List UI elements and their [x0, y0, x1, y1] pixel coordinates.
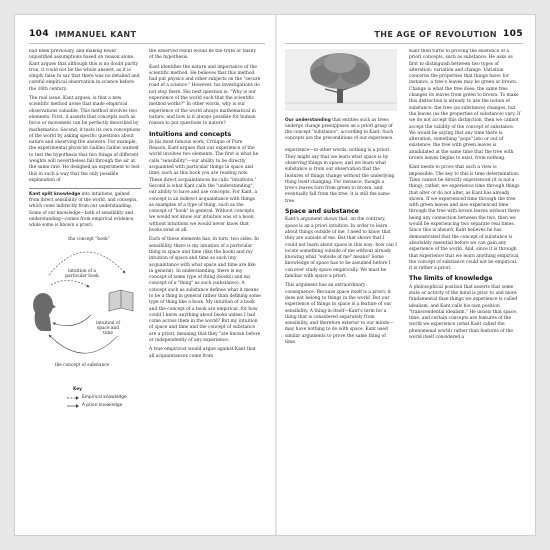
- tree-icon: [285, 49, 397, 111]
- arc-inner-bottom: [53, 315, 91, 326]
- right-running-head: [374, 27, 523, 41]
- label-intuition-book: intuition of a particular book: [63, 269, 101, 279]
- diagram-key: [29, 385, 141, 415]
- tree-caption-lead: Our understanding: [285, 118, 331, 123]
- book-spread: [14, 14, 536, 536]
- caption-text: into intuitions, gained from direct sensibility of the world, and concepts, which come indirectly from our understanding. Some of our knowledge—both of sensibility and understanding—comes from empirical evidence, while some is known a priori.: [29, 192, 138, 228]
- right-head-rule: [285, 43, 523, 44]
- right-page-number: 105: [503, 29, 523, 39]
- label-intuition-space: intuition of space and time: [91, 321, 125, 336]
- tree-illustration: [285, 49, 397, 111]
- key-empirical: [67, 395, 127, 401]
- section-heading: Intuitions and concepts: [149, 130, 232, 138]
- left-running-head: [29, 27, 136, 41]
- right-column-2: [409, 49, 521, 525]
- paragraph: This argument has an extraordinary consequence. Because space itself is a priori, it does not belong to things in the world. But our experience of things in space is a feature of our sensibility. A thing-in-itself—Kant's term for a thing that is considered separately from sensibility, and therefore exterior to our minds—may have nothing to do with space. Kant used similar arguments to prove the same thing of time.: [285, 283, 394, 345]
- key-apriori: [67, 403, 122, 409]
- section-heading: Space and substance: [285, 208, 359, 216]
- dashed-arrow-icon: [67, 396, 79, 400]
- paragraph: Each of these elements has, in turn, two sides. In sensibility, there is my intuition of a particular thing in space and time (like the book) and my intuition of space and time as such (my acquaintance with what space and time are like in general). In understanding, there is my concept of some type of thing (books) and my concept of a "thing" as such (substance). A concept such as substance defines what it means to be a thing in general rather than defining some type of thing like a book. My intuition of a book and the concept of a book are empirical, for how could I know anything about books unless I had come across them in the world? But my intuition of space and time and the concept of substance are a priori, meaning that they "are known before or independently of any experience.: [149, 237, 261, 344]
- left-column-1: [29, 49, 141, 525]
- label-concept-book: the concept "book": [65, 237, 113, 242]
- arc-inner: [51, 280, 89, 287]
- right-running-title: THE AGE OF REVOLUTION: [374, 29, 497, 39]
- right-page: [277, 15, 537, 535]
- knowledge-diagram: [29, 235, 141, 385]
- paragraph: Kant identifies the nature and importance of the scientific method. He believes that this method had put physics and other subjects on the "secure road of a science." However, his investigations do not stop there. His next question is: "Why is our experience of the world such that the scientific method works?" In other words, why is our experience of the world always mathematical in nature, and how is it always possible for human reason to put questions to nature?: [149, 64, 261, 127]
- paragraph: the observed result would be the truth or falsity of the hypothesis.: [149, 49, 257, 61]
- paragraph: Kant then turns to proving the existence of a priori concepts, such as substance. He asks us first to distinguish between two types of alteration: variation and change. Variation concerns the properties that things have: for instance, a tree's leaves may be green or brown. Change is what the tree does: the same tree changes its leaves from green to brown. To make this distinction is already to use the notion of substance: the tree (as substance) changes, but the leaves (as the properties of substance) vary. If we do not accept this distinction, then we cannot accept the validity of the concept of substance. We would be saying that any time there is alteration, something "pops" into or out of existence: the tree with green leaves is annihilated at the same time that the tree with brown leaves begins to exist, from nothing.: [409, 49, 521, 162]
- paragraph: had been previously, and making fewer unjustified assumptions based on reason alone. Kant argues that although this is no doubt partly true, it could not be the whole answer, as it is simply false to say that there was no detailed and careful empirical observation in science before the 16th century.: [29, 49, 140, 92]
- paragraph: The real issue, Kant argues, is that a new scientific method arose that made empirical observations valuable. This method involves two elements. First, it asserts that concepts such as force or movement can be perfectly described by mathematics. Second, it tests its own conceptions of the world by asking specific questions about nature and observing the answers. For example, the experimental physicist Galileo Galilei wanted to test the hypothesis that two things of different weights will nevertheless fall through the air at the same rate. He designed an experiment to test this in such a way that the only possible explanation of: [29, 96, 141, 183]
- label-concept-substance: the concept of substance: [47, 363, 117, 368]
- paragraph: In his most famous work, Critique of Pure Reason, Kant argues that our experience of the world involves two elements. The first is what he calls "sensibility"—our ability to be directly acquainted with particular things in space and time, such as this book you are reading now. These direct acquaintances he calls "intuitions." Second is what Kant calls the "understanding", our ability to have and use concepts. For Kant, a concept is an indirect acquaintance with things as examples of a type of thing, such as the concept of "book" in general. Without concepts we would not know our intuition was of a book; without intuitions we would never know that books exist at all.: [149, 139, 259, 234]
- key-empirical-label: Empirical knowledge: [82, 394, 127, 400]
- paragraph: experience—in other words, nothing is a priori. They might say that we learn what space is by observing things in space; and we learn what substance is from our observation that the features of things change without the underlying thing itself changing. For instance, though a tree's leaves turn from green to brown, and eventually fall from the tree, it is still the same tree.: [285, 148, 395, 204]
- left-head-rule: [29, 43, 265, 44]
- paragraph: Kant needs to prove that such a view is impossible. The key to this is time determination. Time cannot be directly experienced (it is not a thing); rather, we experience time through things that alter or do not alter, as Kant has already shown. If we experienced time through the tree with green leaves and also experienced time through the tree with brown leaves without there being any connection between the two, then we would be experiencing two separate real times. Since this is absurd, Kant believes he has demonstrated that the concept of substance is absolutely essential before we can gain any experience of the world. And, since it is through that experience that we learn anything empirical, the concept of substance could not be empirical: it is rather a priori.: [409, 165, 520, 272]
- left-page: [15, 15, 275, 535]
- solid-arrow-icon: [67, 404, 79, 408]
- key-title: Key: [73, 386, 82, 392]
- head-icon: [33, 293, 56, 331]
- left-column-2: [149, 49, 261, 525]
- diagram-caption: [29, 188, 141, 229]
- paragraph: Kant's argument shows that, on the contrary, space is an a priori intuition. In order to learn about things outside of me, I need to know that they are outside of me. But that shows that I could not learn about space in this way: how can I locate something outside of me without already knowing what "outside of me" means? Some knowledge of space has to be assumed before I can ever study space empirically. We must be familiar with space a priori.: [285, 217, 397, 280]
- right-column-1: [285, 49, 397, 525]
- tree-caption-text: that entities such as trees undergo change presupposes an a priori grasp of the concept "substance", according to Kant. Such concepts are the preconditions of our experience.: [285, 118, 394, 142]
- key-apriori-label: A priori knowledge: [82, 402, 123, 408]
- paragraph: A true empiricist would argue against Kant that all acquaintances come from: [149, 347, 256, 359]
- caption-lead: Kant split knowledge: [29, 192, 81, 198]
- section-heading: The limits of knowledge: [409, 275, 493, 283]
- left-running-title: IMMANUEL KANT: [55, 29, 137, 39]
- left-page-number: 104: [29, 29, 49, 39]
- tree-caption: [285, 115, 397, 142]
- paragraph: A philosophical position that asserts that some state or activity of the mind is prior to and more fundamental than things we experience is called idealism, and Kant calls his own position "transcendental idealism." He insists that space, time, and certain concepts are features of the world we experience (what Kant called the phenomenal world) rather than features of the world itself considered a: [409, 284, 518, 341]
- book-icon: [109, 290, 133, 311]
